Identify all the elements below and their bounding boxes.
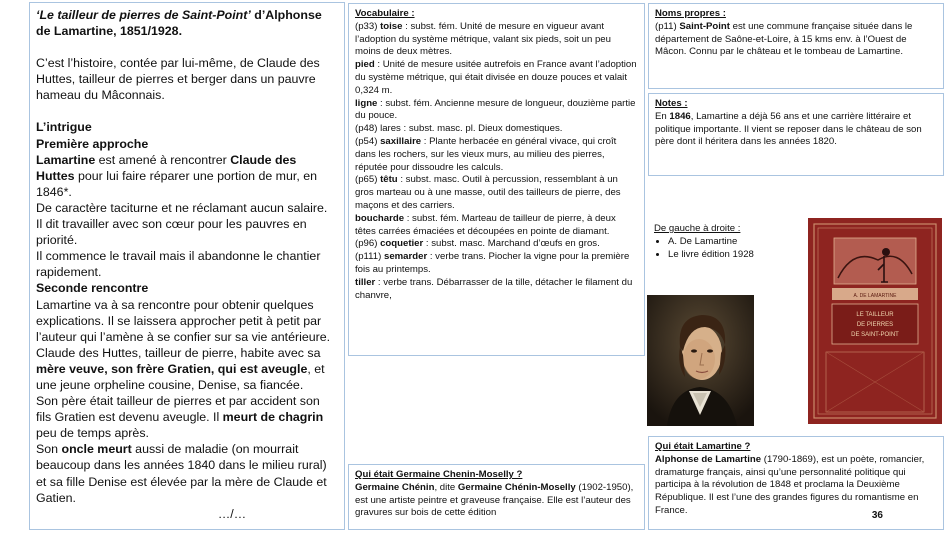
- germaine-title: Qui était Germaine Chenin-Moselly ?: [355, 469, 523, 480]
- vocabulary-entry: boucharde : subst. fém. Marteau de tailleur de pierre, à deux têtes carrées émaciées et découpées en pointe de diamant.: [355, 212, 616, 237]
- paragraph-8: Son oncle meurt aussi de maladie (on mourrait beaucoup dans les années 1840 dans le milieu rural) et sa fille Denise est élevée par la mère de Claude et Gatien.: [36, 442, 327, 505]
- lamartine-portrait-image: [647, 295, 754, 426]
- vocabulary-entry: (p65) têtu : subst. masc. Outil à percussion, ressemblant à un gros marteau ou à une masse, outil des tailleurs de pierre, des maçons et des carriers.: [355, 174, 621, 211]
- image-caption-list: [654, 235, 794, 261]
- vocabulary-entry: (p33) toise : subst. fém. Unité de mesure en vigueur avant l’adoption du système métrique, valant six pieds, soit un peu moins de deux mètres.: [355, 20, 611, 58]
- heading-premiere: Première approche: [36, 136, 149, 151]
- image-caption: [654, 222, 794, 261]
- notes-text: En 1846, Lamartine a déjà 56 ans et une carrière littéraire et politique importante. Il vient se reposer dans le château de son père dont il héritera dans les années 1820.: [655, 110, 922, 148]
- paragraph-2: De caractère taciturne et ne réclamant aucun salaire.: [36, 200, 328, 215]
- intro-text: C’est l’histoire, contée par lui-même, de Claude des Huttes, tailleur de pierres et berger dans un pauvre hameau du Mâconnais.: [36, 56, 320, 103]
- paragraph-7: Son père était tailleur de pierres et par accident son fils Gratien est devenu aveugle. Il meurt de chagrin peu de temps après.: [36, 394, 324, 441]
- story-panel: [29, 2, 345, 530]
- vocabulary-list: [355, 21, 638, 303]
- lamartine-title: Qui était Lamartine ?: [655, 441, 751, 452]
- vocabulary-entry: tiller : verbe trans. Débarrasser de la tille, détacher le filament du chanvre,: [355, 276, 633, 301]
- paragraph-6: Claude des Huttes, tailleur de pierre, habite avec sa mère veuve, son frère Gratien, qui est aveugle, et une jeune orpheline cousine, Denise, sa fiancée.: [36, 345, 325, 392]
- germaine-panel: [348, 464, 645, 530]
- vocabulary-panel: [348, 3, 645, 356]
- proper-names-title: Noms propres :: [655, 8, 726, 19]
- book-title: ‘Le tailleur de pierres de Saint-Point’ d’Alphonse de Lamartine, 1851/1928.: [36, 8, 322, 39]
- lamartine-text: Alphonse de Lamartine (1790-1869), est un poète, romancier, dramaturge français, ainsi qu’une personnalité politique qui participa à la révolution de 1848 et proclama la Deuxième République. Il est l’une des grandes figures du romantisme en France.: [655, 453, 925, 516]
- proper-names-text: (p11) Saint-Point est une commune française située dans le département de Saône-et-Loire, à 15 kms env. à l’Ouest de Mâcon. Connu par le château et le tombeau de Lamartine.: [655, 20, 913, 58]
- paragraph-1: Lamartine est amené à rencontrer Claude des Huttes pour lui faire réparer une portion de mur, en 1846*.: [36, 152, 318, 199]
- notes-panel: [648, 93, 944, 176]
- vocabulary-entry: (p111) semarder : verbe trans. Piocher la vigne pour la première fois au printemps.: [355, 251, 630, 275]
- vocabulary-title: Vocabulaire :: [355, 8, 415, 19]
- book-cover-image: [808, 218, 942, 424]
- proper-names-panel: [648, 3, 944, 89]
- germaine-text: Germaine Chénin, dite Germaine Chénin-Moselly (1902-1950), est une artiste peintre et graveuse française. Elle est l’auteur des gravures sur bois de cette édition: [355, 481, 634, 519]
- vocabulary-entry: ligne : subst. fém. Ancienne mesure de longueur, douzième partie du pouce.: [355, 97, 636, 122]
- vocabulary-entry: (p48) lares : subst. masc. pl. Dieux domestiques.: [355, 123, 563, 135]
- book-cover-title-line: LE TAILLEUR: [856, 312, 894, 318]
- lamartine-panel: [648, 436, 944, 530]
- book-cover-title-line: DE PIERRES: [856, 322, 894, 328]
- book-cover-title-line: DE SAINT-POINT: [851, 332, 899, 338]
- heading-intrigue: L’intrigue: [36, 120, 92, 135]
- caption-item: • A. De Lamartine: [668, 235, 794, 248]
- page-number: 36: [871, 510, 883, 522]
- caption-item: • Le livre édition 1928: [668, 248, 794, 261]
- book-cover-author: A. DE LAMARTINE: [853, 293, 897, 299]
- notes-title: Notes :: [655, 98, 688, 109]
- vocabulary-entry: pied : Unité de mesure usitée autrefois en France avant l’adoption du système métrique, qui était divisée en douze pouces et valait 0,324 m.: [355, 59, 637, 96]
- heading-seconde: Seconde rencontre: [36, 281, 149, 296]
- paragraph-5: Lamartine va à sa rencontre pour obtenir quelques explications. Il se laissera approcher petit à petit par l’auteur qui l’amène à se confier sur sa vie antérieure.: [36, 297, 331, 344]
- paragraph-4: Il commence le travail mais il abandonne le chantier rapidement.: [36, 249, 321, 280]
- paragraph-3: Il dit travailler avec son cœur pour les pauvres en priorité.: [36, 217, 307, 248]
- image-caption-title: De gauche à droite :: [654, 223, 741, 234]
- vocabulary-entry: (p96) coquetier : subst. masc. Marchand d’œufs en gros.: [355, 238, 600, 250]
- vocabulary-entry: (p54) saxillaire : Plante herbacée en général vivace, qui croît dans les rochers, sur les vieux murs, au milieu des pierres, réputée pour dissoudre les calculs.: [355, 135, 617, 173]
- continuation-dots: …/…: [217, 506, 247, 521]
